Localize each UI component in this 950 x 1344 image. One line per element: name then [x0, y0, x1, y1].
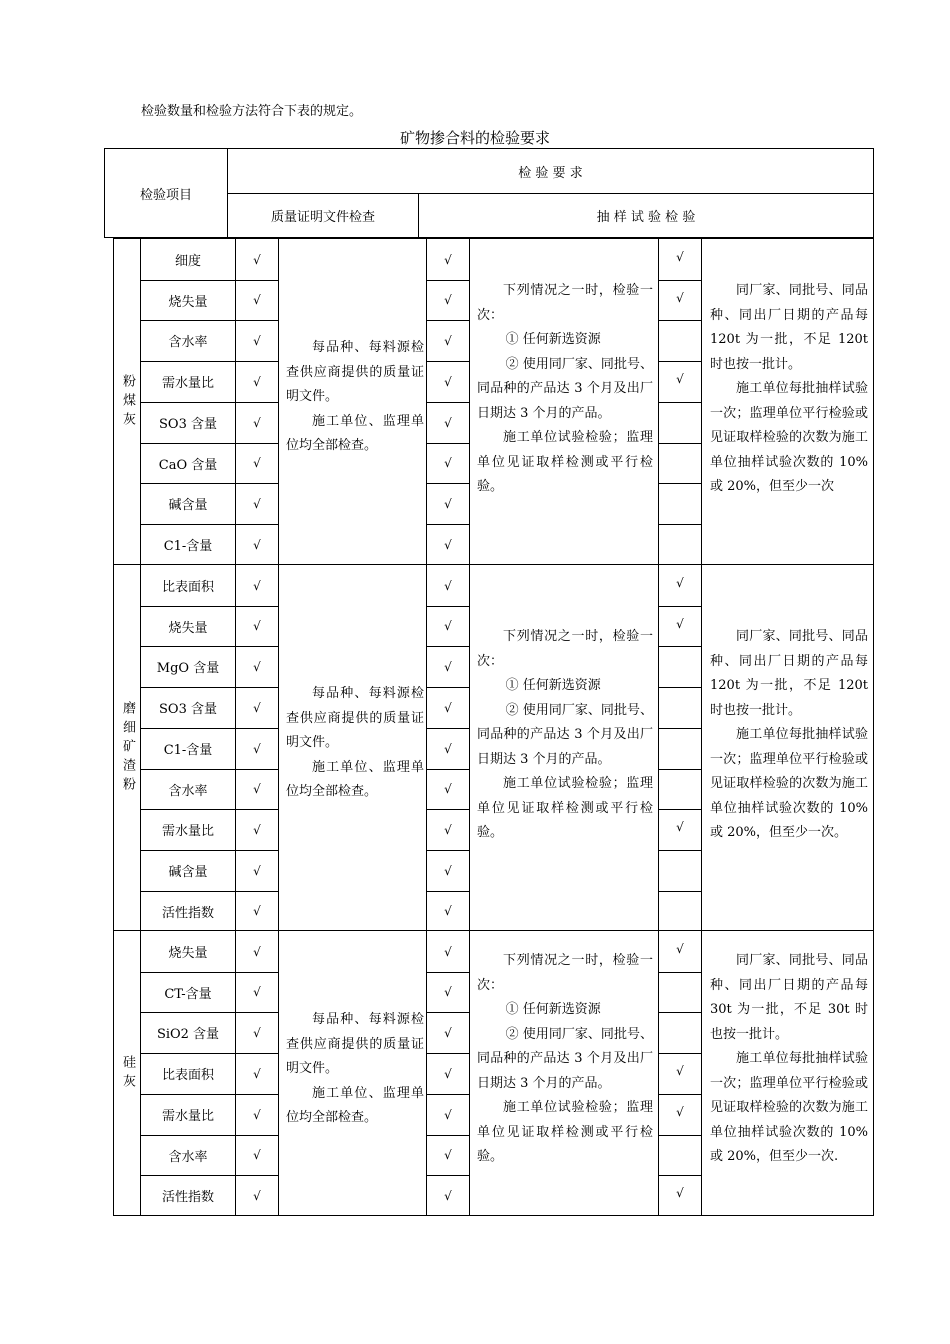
batch-check-mark: √: [676, 372, 684, 386]
batch-check-mark: √: [676, 617, 684, 631]
category-name: [114, 565, 140, 931]
doc-check-mark: √: [253, 619, 261, 633]
condition-paragraph: ① 任何新选资源: [505, 678, 601, 693]
doc-check-mark: √: [253, 659, 261, 674]
frequency-paragraph: 施工单位每批抽样试验一次；监理单位平行检验或见证取样检验的次数为施工单位抽样试验次数的 10%或 20%，但至少一次。: [710, 727, 868, 840]
test-frequency-text: [710, 279, 868, 500]
item-name: 碱含量: [168, 865, 208, 880]
item-name: SO3 含量: [159, 702, 217, 717]
sample-check-mark: √: [444, 578, 452, 593]
doc-check-mark: √: [253, 333, 261, 348]
table-title: 矿物掺合料的检验要求: [399, 129, 550, 147]
doc-check-mark: √: [253, 456, 261, 470]
doc-check-mark: √: [253, 252, 261, 267]
header-requirements: 检 验 要 求: [518, 165, 583, 181]
header-sample-test: 抽 样 试 验 检 验: [596, 210, 696, 225]
doc-paragraph: 施工单位、监理单位均全部检查。: [286, 413, 424, 453]
test-condition-text: [477, 949, 653, 1170]
doc-check-mark: √: [253, 822, 261, 837]
doc-check-mark: √: [253, 741, 261, 756]
sample-check-mark: √: [444, 496, 452, 511]
item-name: 含水率: [168, 1149, 208, 1165]
item-name: 活性指数: [161, 905, 214, 921]
condition-paragraph: 下列情况之一时，检验一次：: [477, 629, 653, 669]
item-name: SiO2 含量: [156, 1027, 220, 1042]
doc-check-mark: √: [253, 1148, 261, 1162]
doc-check-mark: √: [253, 293, 261, 307]
condition-paragraph: ② 使用同厂家、同批号、同品种的产品达 3 个月及出厂日期达 3 个月的产品。: [477, 356, 653, 421]
sample-check-mark: √: [444, 333, 452, 348]
sample-check-mark: √: [444, 863, 452, 878]
sample-check-mark: √: [444, 252, 452, 267]
sample-check-mark: √: [444, 741, 452, 756]
item-name: 含水率: [168, 783, 208, 799]
sample-check-mark: √: [444, 1107, 452, 1122]
doc-paragraph: 施工单位、监理单位均全部检查。: [286, 759, 424, 799]
test-condition-text: [477, 625, 653, 846]
doc-check-mark: √: [253, 863, 261, 878]
header-item: 检验项目: [139, 187, 192, 203]
intro-text: 检验数量和检验方法符合下表的规定。: [141, 104, 363, 119]
sample-check-mark: √: [444, 456, 452, 470]
doc-check-mark: √: [253, 985, 261, 999]
batch-check-mark: √: [676, 250, 684, 264]
category-label: 粉煤灰: [120, 373, 135, 431]
item-name: 需水量比: [161, 376, 214, 391]
doc-check-mark: √: [253, 944, 261, 959]
sample-check-mark: √: [444, 1188, 452, 1203]
sample-check-mark: √: [444, 822, 452, 837]
category-label: 磨细矿渣粉: [120, 700, 135, 796]
sample-check-mark: √: [444, 293, 452, 307]
item-name: C1-含量: [163, 539, 213, 554]
frequency-paragraph: 同厂家、同批号、同品种、同出厂日期的产品每 120t 为一批，不足 120t 时也按一批计。: [710, 283, 868, 372]
sample-check-mark: √: [444, 700, 452, 715]
doc-check-mark: √: [253, 1188, 261, 1203]
doc-check-mark: √: [253, 782, 261, 796]
batch-check-mark: √: [676, 1064, 684, 1078]
item-name: 细度: [174, 254, 201, 269]
item-name: 碱含量: [168, 498, 208, 513]
sample-check-mark: √: [444, 619, 452, 633]
group-block: [113, 238, 874, 565]
doc-check-mark: √: [253, 374, 261, 389]
sample-check-mark: √: [444, 1066, 452, 1081]
condition-paragraph: 下列情况之一时，检验一次：: [477, 953, 653, 993]
condition-paragraph: ② 使用同厂家、同批号、同品种的产品达 3 个月及出厂日期达 3 个月的产品。: [477, 702, 653, 767]
sample-check-mark: √: [444, 944, 452, 959]
doc-check-mark: √: [253, 496, 261, 511]
sample-check-mark: √: [444, 659, 452, 674]
item-name: CT-含量: [164, 986, 212, 1002]
table-header: [104, 148, 874, 238]
frequency-paragraph: 施工单位每批抽样试验一次；监理单位平行检验或见证取样检验的次数为施工单位抽样试验次数的 10% 或 20%，但至少一次.: [710, 1051, 868, 1164]
condition-paragraph: ① 任何新选资源: [505, 1002, 601, 1017]
item-name: 烧失量: [168, 620, 208, 636]
item-name: 比表面积: [161, 580, 214, 595]
doc-check-mark: √: [253, 1025, 261, 1040]
doc-check-mark: √: [253, 415, 261, 430]
sample-check-mark: √: [444, 782, 452, 796]
doc-requirement-text: [286, 682, 424, 805]
batch-check-mark: √: [676, 1105, 684, 1119]
item-name: 需水量比: [161, 824, 214, 839]
doc-paragraph: 每品种、每料源检查供应商提供的质量证明文件。: [286, 1012, 424, 1076]
batch-check-mark: √: [676, 1186, 684, 1200]
item-name: MgO 含量: [156, 661, 220, 676]
doc-requirement-text: [286, 336, 424, 459]
condition-paragraph: 施工单位试验检验；监理单位见证取样检测或平行检验。: [477, 1100, 653, 1164]
condition-paragraph: ① 任何新选资源: [505, 332, 601, 347]
batch-check-mark: √: [676, 291, 684, 305]
condition-paragraph: 施工单位试验检验；监理单位见证取样检测或平行检验。: [477, 430, 653, 494]
doc-paragraph: 每品种、每料源检查供应商提供的质量证明文件。: [286, 340, 424, 404]
item-name: 需水量比: [161, 1109, 214, 1124]
batch-check-mark: √: [676, 576, 684, 590]
doc-check-mark: √: [253, 904, 261, 918]
doc-requirement-text: [286, 1008, 424, 1131]
doc-check-mark: √: [253, 537, 261, 552]
item-name: 烧失量: [168, 294, 208, 310]
test-frequency-text: [710, 625, 868, 846]
category-label: 硅灰: [120, 1054, 135, 1093]
condition-paragraph: 施工单位试验检验；监理单位见证取样检测或平行检验。: [477, 776, 653, 840]
frequency-paragraph: 施工单位每批抽样试验一次；监理单位平行检验或见证取样检验的次数为施工单位抽样试验次数的 10% 或 20%，但至少一次: [710, 381, 868, 494]
test-frequency-text: [710, 949, 868, 1170]
item-name: SO3 含量: [159, 417, 217, 432]
group-block: [113, 930, 874, 1216]
category-name: [114, 931, 140, 1216]
sample-check-mark: √: [444, 904, 452, 918]
sample-check-mark: √: [444, 415, 452, 430]
doc-check-mark: √: [253, 578, 261, 593]
doc-paragraph: 施工单位、监理单位均全部检查。: [286, 1085, 424, 1125]
doc-check-mark: √: [253, 1066, 261, 1081]
sample-check-mark: √: [444, 1148, 452, 1162]
item-name: 活性指数: [161, 1190, 214, 1205]
doc-paragraph: 每品种、每料源检查供应商提供的质量证明文件。: [286, 686, 424, 750]
item-name: 含水率: [168, 335, 208, 350]
sample-check-mark: √: [444, 1025, 452, 1040]
sample-check-mark: √: [444, 985, 452, 999]
item-name: 烧失量: [168, 946, 208, 961]
sample-check-mark: √: [444, 374, 452, 389]
batch-check-mark: √: [676, 942, 684, 956]
batch-check-mark: √: [676, 820, 684, 834]
test-condition-text: [477, 279, 653, 500]
item-name: 比表面积: [161, 1068, 214, 1083]
frequency-paragraph: 同厂家、同批号、同品种、同出厂日期的产品每 30t 为一批，不足 30t 时也按一批计。: [710, 953, 868, 1042]
item-name: C1-含量: [163, 743, 213, 758]
doc-check-mark: √: [253, 1107, 261, 1122]
frequency-paragraph: 同厂家、同批号、同品种、同出厂日期的产品每 120t 为一批，不足 120t 时也按一批计。: [710, 629, 868, 718]
header-doc-check: 质量证明文件检查: [270, 210, 375, 225]
doc-check-mark: √: [253, 700, 261, 715]
condition-paragraph: ② 使用同厂家、同批号、同品种的产品达 3 个月及出厂日期达 3 个月的产品。: [477, 1026, 653, 1091]
group-block: [113, 564, 874, 931]
category-name: [114, 239, 140, 565]
condition-paragraph: 下列情况之一时，检验一次：: [477, 283, 653, 323]
item-name: CaO 含量: [158, 457, 218, 473]
sample-check-mark: √: [444, 537, 452, 552]
